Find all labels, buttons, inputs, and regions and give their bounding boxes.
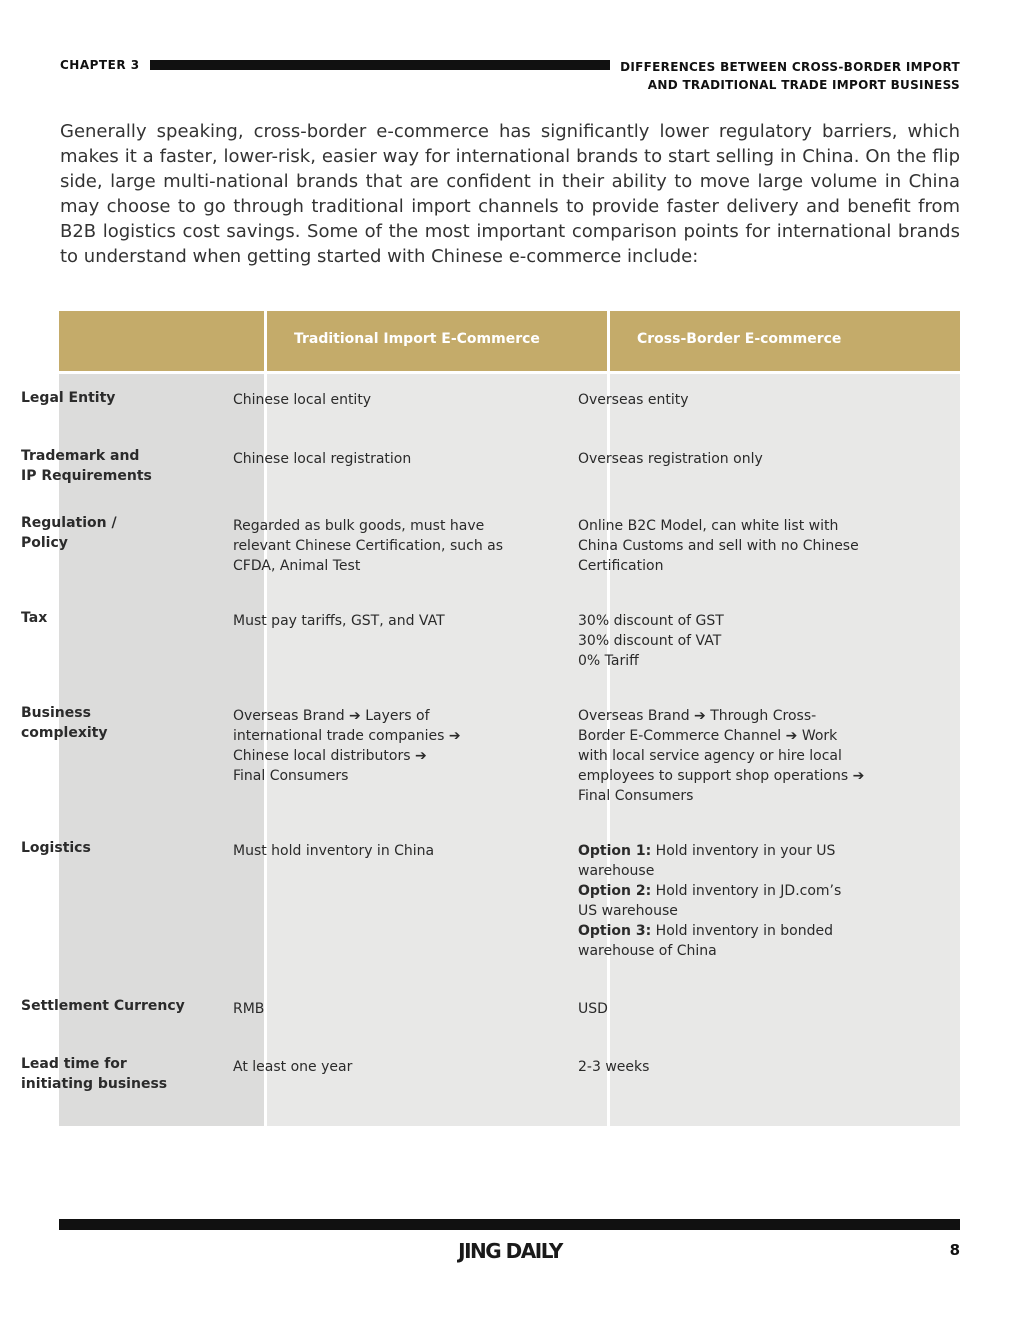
traditional-cell-line: CFDA, Animal Test xyxy=(233,558,361,574)
logistics-option-line xyxy=(578,881,893,901)
crossborder-cell-line: Overseas registration only xyxy=(578,451,763,467)
crossborder-cell-line: Overseas Brand ➔ Through Cross- xyxy=(578,708,817,724)
logistics-option-text: Hold inventory in JD.com’s xyxy=(651,883,842,899)
logistics-option-line xyxy=(578,921,893,941)
traditional-cell-line: Chinese local registration xyxy=(233,451,412,467)
crossborder-cell-line: 30% discount of VAT xyxy=(578,633,722,649)
table-header-blank xyxy=(59,311,264,371)
page-header xyxy=(60,58,960,98)
row-label xyxy=(21,608,201,628)
traditional-cell xyxy=(233,706,533,786)
crossborder-cell xyxy=(578,706,893,806)
row-label xyxy=(21,388,201,408)
logistics-option-text: Hold inventory in bonded xyxy=(651,923,833,939)
crossborder-cell-line: employees to support shop operations ➔ xyxy=(578,768,865,784)
crossborder-cell-line: 2-3 weeks xyxy=(578,1059,650,1075)
page-number: 8 xyxy=(949,1241,960,1259)
chapter-title-line-1: DIFFERENCES BETWEEN CROSS-BORDER IMPORT xyxy=(620,60,960,74)
traditional-cell-line: Overseas Brand ➔ Layers of xyxy=(233,708,430,724)
crossborder-cell-line: USD xyxy=(578,1001,608,1017)
crossborder-cell-line: with local service agency or hire local xyxy=(578,748,842,764)
crossborder-cell xyxy=(578,841,893,961)
row-label-line: complexity xyxy=(21,725,108,741)
traditional-cell-line: RMB xyxy=(233,1001,265,1017)
logistics-option-label: Option 1: xyxy=(578,843,652,859)
logistics-option-line xyxy=(578,861,893,881)
row-label xyxy=(21,446,201,486)
chapter-label: CHAPTER 3 xyxy=(60,58,140,72)
traditional-cell-line: Regarded as bulk goods, must have xyxy=(233,518,485,534)
row-label-line: Settlement Currency xyxy=(21,998,185,1014)
traditional-cell-line: Chinese local entity xyxy=(233,392,372,408)
traditional-cell-line: Must hold inventory in China xyxy=(233,843,435,859)
table-header-row xyxy=(59,311,960,371)
logistics-option-text: warehouse of China xyxy=(578,943,717,959)
crossborder-cell-line: Certification xyxy=(578,558,664,574)
crossborder-cell xyxy=(578,999,893,1019)
crossborder-cell-line: China Customs and sell with no Chinese xyxy=(578,538,859,554)
crossborder-cell-line: Border E-Commerce Channel ➔ Work xyxy=(578,728,838,744)
traditional-cell xyxy=(233,999,533,1019)
traditional-cell-line: Must pay tariffs, GST, and VAT xyxy=(233,613,445,629)
chapter-title xyxy=(600,58,960,94)
logistics-option-text: warehouse xyxy=(578,863,655,879)
row-label xyxy=(21,1054,201,1094)
logistics-option-label: Option 2: xyxy=(578,883,652,899)
traditional-cell xyxy=(233,449,533,469)
logistics-option-text: US warehouse xyxy=(578,903,678,919)
table-header-traditional: Traditional Import E-Commerce xyxy=(267,311,607,371)
footer-divider-bar xyxy=(59,1219,960,1230)
traditional-cell xyxy=(233,390,533,410)
intro-paragraph: Generally speaking, cross-border e-commerce has significantly lower regulatory barriers, which makes it a faster, lower-risk, easier way for international brands to start selling in China. On the flip side, large multi-national brands that are confident in their ability to move large volume in China may choose to go through traditional import channels to provide faster delivery and benefit from B2B logistics cost savings. Some of the most important comparison points for international brands to understand when getting started with Chinese e-commerce include: xyxy=(60,121,960,267)
row-label-line: Tax xyxy=(21,610,48,626)
row-label-line: initiating business xyxy=(21,1076,168,1092)
traditional-cell xyxy=(233,516,533,576)
logistics-option-line xyxy=(578,901,893,921)
logistics-option-text: Hold inventory in your US xyxy=(651,843,836,859)
row-label xyxy=(21,513,201,553)
traditional-cell xyxy=(233,611,533,631)
crossborder-cell xyxy=(578,449,893,469)
logistics-option-label: Option 3: xyxy=(578,923,652,939)
row-label-line: Logistics xyxy=(21,840,91,856)
crossborder-cell-line: Overseas entity xyxy=(578,392,689,408)
traditional-cell xyxy=(233,1057,533,1077)
row-label-line: Regulation / xyxy=(21,515,117,531)
row-label-line: Trademark and xyxy=(21,448,140,464)
crossborder-cell-line: 0% Tariff xyxy=(578,653,639,669)
crossborder-cell xyxy=(578,1057,893,1077)
traditional-cell-line: Chinese local distributors ➔ xyxy=(233,748,427,764)
row-label-line: Legal Entity xyxy=(21,390,116,406)
crossborder-cell xyxy=(578,611,893,671)
row-label-line: IP Requirements xyxy=(21,468,152,484)
crossborder-cell xyxy=(578,516,893,576)
row-label xyxy=(21,996,201,1016)
row-label xyxy=(21,838,201,858)
crossborder-cell xyxy=(578,390,893,410)
chapter-title-line-2: AND TRADITIONAL TRADE IMPORT BUSINESS xyxy=(647,78,960,92)
row-label-line: Business xyxy=(21,705,91,721)
row-label-line: Policy xyxy=(21,535,68,551)
row-label xyxy=(21,703,201,743)
traditional-cell-line: relevant Chinese Certification, such as xyxy=(233,538,504,554)
logistics-option-line xyxy=(578,941,893,961)
crossborder-cell-line: Online B2C Model, can white list with xyxy=(578,518,839,534)
row-label-line: Lead time for xyxy=(21,1056,127,1072)
jing-daily-logo: JING DAILY xyxy=(458,1239,562,1263)
logistics-option-line xyxy=(578,841,893,861)
traditional-cell-line: At least one year xyxy=(233,1059,353,1075)
crossborder-cell-line: Final Consumers xyxy=(578,788,694,804)
traditional-cell-line: international trade companies ➔ xyxy=(233,728,461,744)
crossborder-cell-line: 30% discount of GST xyxy=(578,613,724,629)
traditional-cell-line: Final Consumers xyxy=(233,768,349,784)
table-header-crossborder: Cross-Border E-commerce xyxy=(610,311,960,371)
traditional-cell xyxy=(233,841,533,861)
header-divider-bar xyxy=(150,60,610,70)
